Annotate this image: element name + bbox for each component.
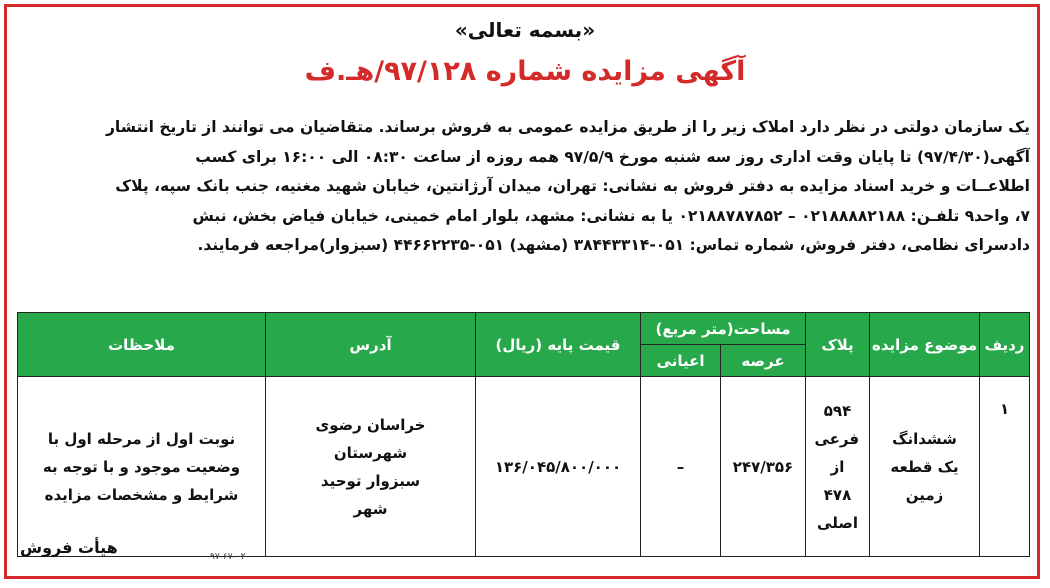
header-plaque: پلاک [806, 313, 870, 377]
signature: هیأت فروش [20, 538, 118, 557]
basmala-heading: «بسمه تعالی» [454, 18, 596, 42]
header-address: آدرس [266, 313, 476, 377]
paragraph-line: آگهی(۹۷/۴/۳۰) تا پایان وقت اداری روز سه شنبه مورخ ۹۷/۵/۹ همه روزه از ساعت ۰۸:۳۰ الی ۱۶:۰۰ برای کسب [195, 147, 1030, 166]
cell-notes: نوبت اول از مرحله اول با وضعیت موجود و با توجه به شرایط و مشخصات مزایده [18, 377, 266, 557]
cell-building-area: – [641, 377, 721, 557]
cell-address: خراسان رضوی شهرستان سبزوار توحید شهر [266, 377, 476, 557]
header-land-area: عرصه [721, 345, 806, 377]
paragraph-line: یک سازمان دولتی در نظر دارد املاک زیر را از طریق مزایده عمومی به فروش برساند. متقاضیان می توانند از تاریخ انتشار [105, 118, 1030, 136]
cell-subject: ششدانگ یک قطعه زمین [870, 377, 980, 557]
cell-plaque: ۵۹۴ فرعی از ۴۷۸ اصلی [806, 377, 870, 557]
cell-base-price: ۱۳۶/۰۴۵/۸۰۰/۰۰۰ [476, 377, 641, 557]
header-building-area: اعیانی [641, 345, 721, 377]
auction-title: آگهی مزایده شماره ۹۷/۱۲۸/هـ.ف [304, 56, 746, 87]
header-notes: ملاحظات [18, 313, 266, 377]
table-row [18, 377, 1030, 557]
paragraph-line: اطلاعــات و خرید اسناد مزایده به دفتر فروش به نشانی: تهران، میدان آرژانتین، خیابان شهید مغنیه، جنب بانک سپه، پلاک [115, 177, 1030, 195]
header-subject: موضوع مزایده [870, 313, 980, 377]
announcement-paragraph [20, 113, 1030, 261]
header-base-price: قیمت پایه (ریال) [476, 313, 641, 377]
ad-code: ۹۷-۶۷-۰۲ [210, 552, 246, 562]
auction-table [17, 312, 1030, 557]
cell-row-number: ۱ [980, 377, 1030, 557]
header-area: مساحت(متر مربع) [641, 313, 806, 345]
cell-land-area: ۲۴۷/۳۵۶ [721, 377, 806, 557]
paragraph-line: ۷، واحد۹ تلفـن: ۰۲۱۸۸۸۸۲۱۸۸ – ۰۲۱۸۸۷۸۷۸۵۲ یا به نشانی: مشهد، بلوار امام خمینی، خیابان فیاض بخش، نبش [192, 206, 1030, 225]
paragraph-line: دادسرای نظامی، دفتر فروش، شماره تماس: ۰۵۱-۳۸۴۴۳۳۱۴ (مشهد) ۰۵۱-۴۴۶۶۲۲۳۵ (سبزوار)مراجعه فرمایند. [197, 236, 1030, 254]
header-row-number: ردیف [980, 313, 1030, 377]
